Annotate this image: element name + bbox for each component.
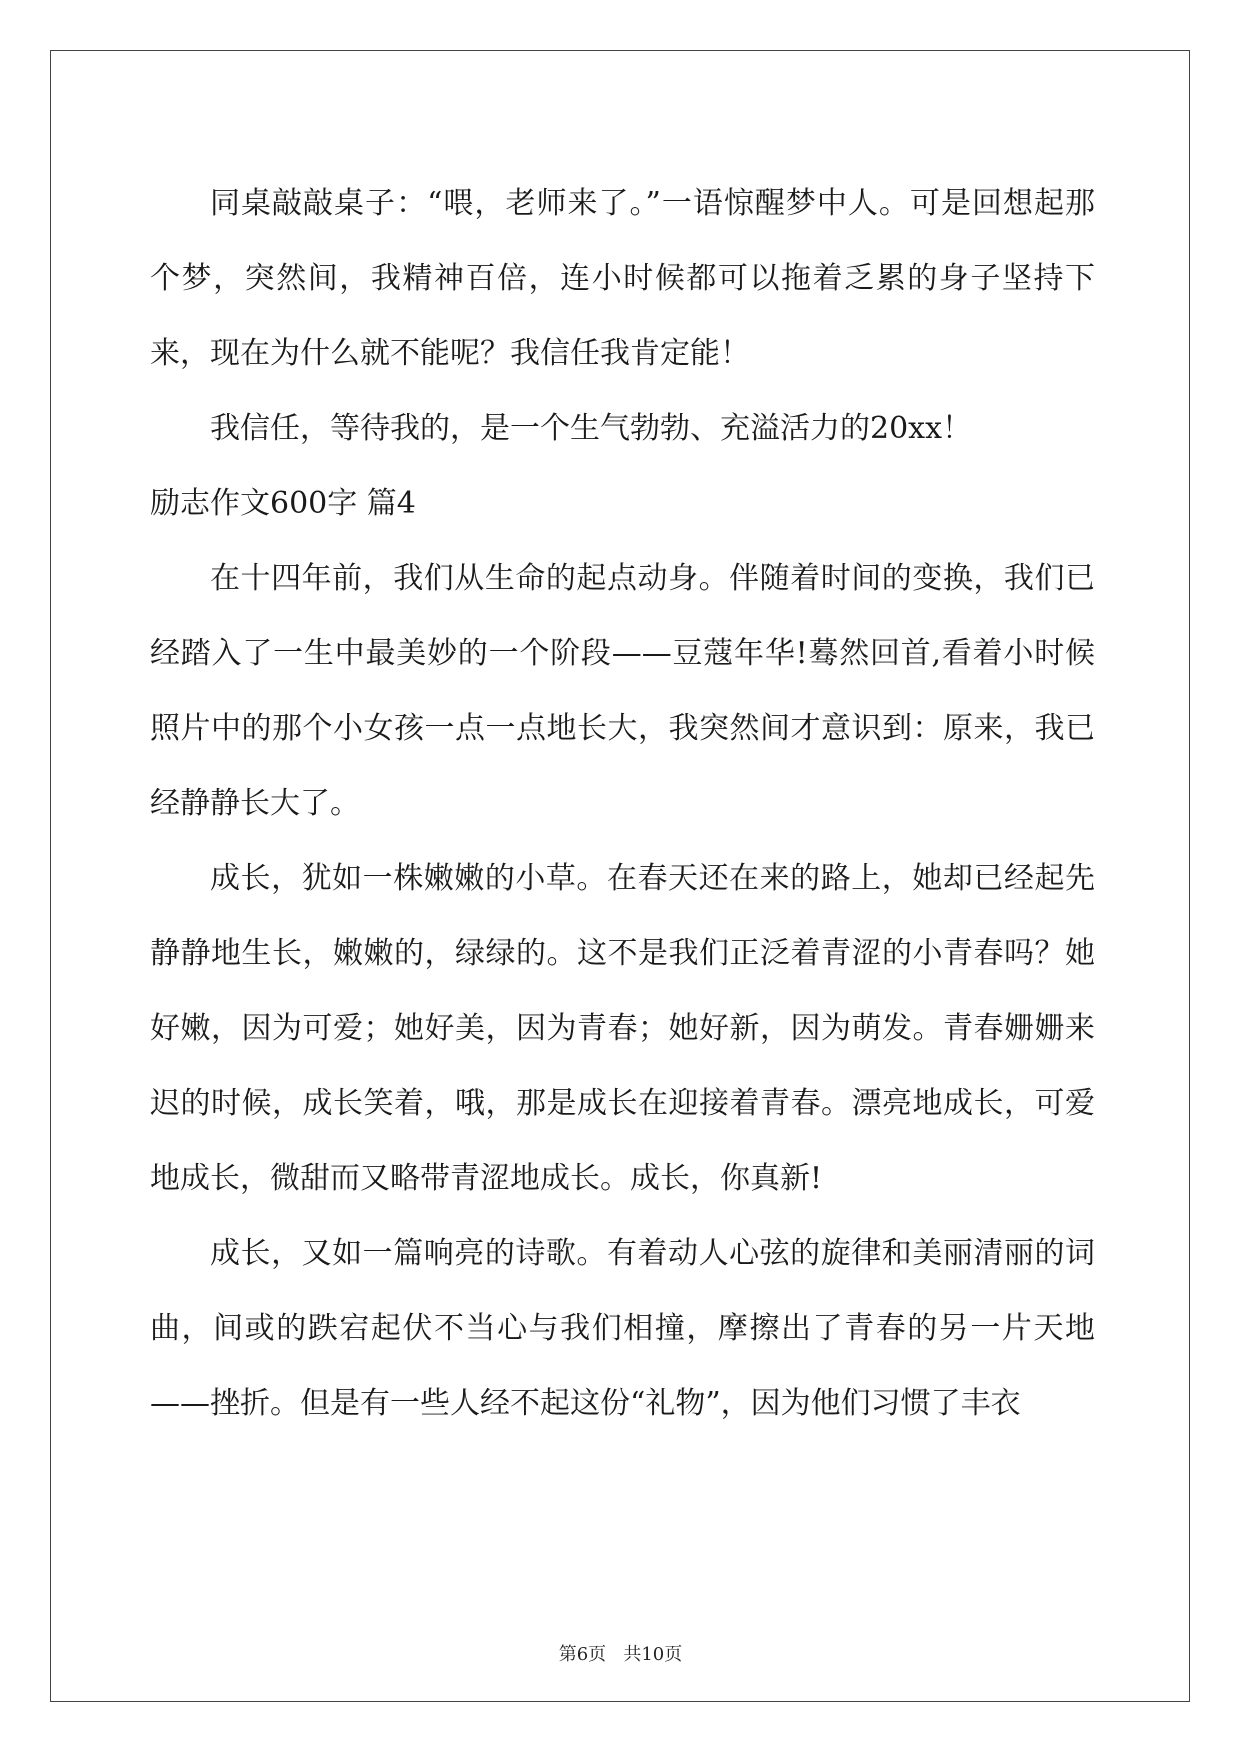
page-footer [0, 1640, 1241, 1666]
document-body [150, 166, 1095, 1441]
paragraph: 同桌敲敲桌子：“喂，老师来了。”一语惊醒梦中人。可是回想起那个梦，突然间，我精神百倍，连小时候都可以拖着乏累的身子坚持下来，现在为什么就不能呢？我信任我肯定能！ [150, 186, 1095, 371]
paragraph: 在十四年前，我们从生命的起点动身。伴随着时间的变换，我们已经踏入了一生中最美妙的一个阶段——豆蔻年华!蓦然回首,看着小时候照片中的那个小女孩一点一点地长大，我突然间才意识到：原来，我已经静静长大了。 [150, 561, 1095, 821]
paragraph: 成长，又如一篇响亮的诗歌。有着动人心弦的旋律和美丽清丽的词曲，间或的跌宕起伏不当心与我们相撞，摩擦出了青春的另一片天地——挫折。但是有一些人经不起这份“礼物”，因为他们习惯了丰衣 [150, 1236, 1095, 1421]
section-heading: 励志作文600字 篇4 [150, 486, 416, 521]
paragraph: 我信任，等待我的，是一个生气勃勃、充溢活力的20xx！ [210, 411, 973, 446]
page-number: 第6页 [558, 1644, 607, 1665]
paragraph: 成长，犹如一株嫩嫩的小草。在春天还在来的路上，她却已经起先静静地生长，嫩嫩的，绿绿的。这不是我们正泛着青涩的小青春吗？她好嫩，因为可爱；她好美，因为青春；她好新，因为萌发。青春姗姗来迟的时候，成长笑着，哦，那是成长在迎接着青春。漂亮地成长，可爱地成长，微甜而又略带青涩地成长。成长，你真新! [150, 861, 1095, 1196]
page-total: 共10页 [623, 1644, 683, 1665]
